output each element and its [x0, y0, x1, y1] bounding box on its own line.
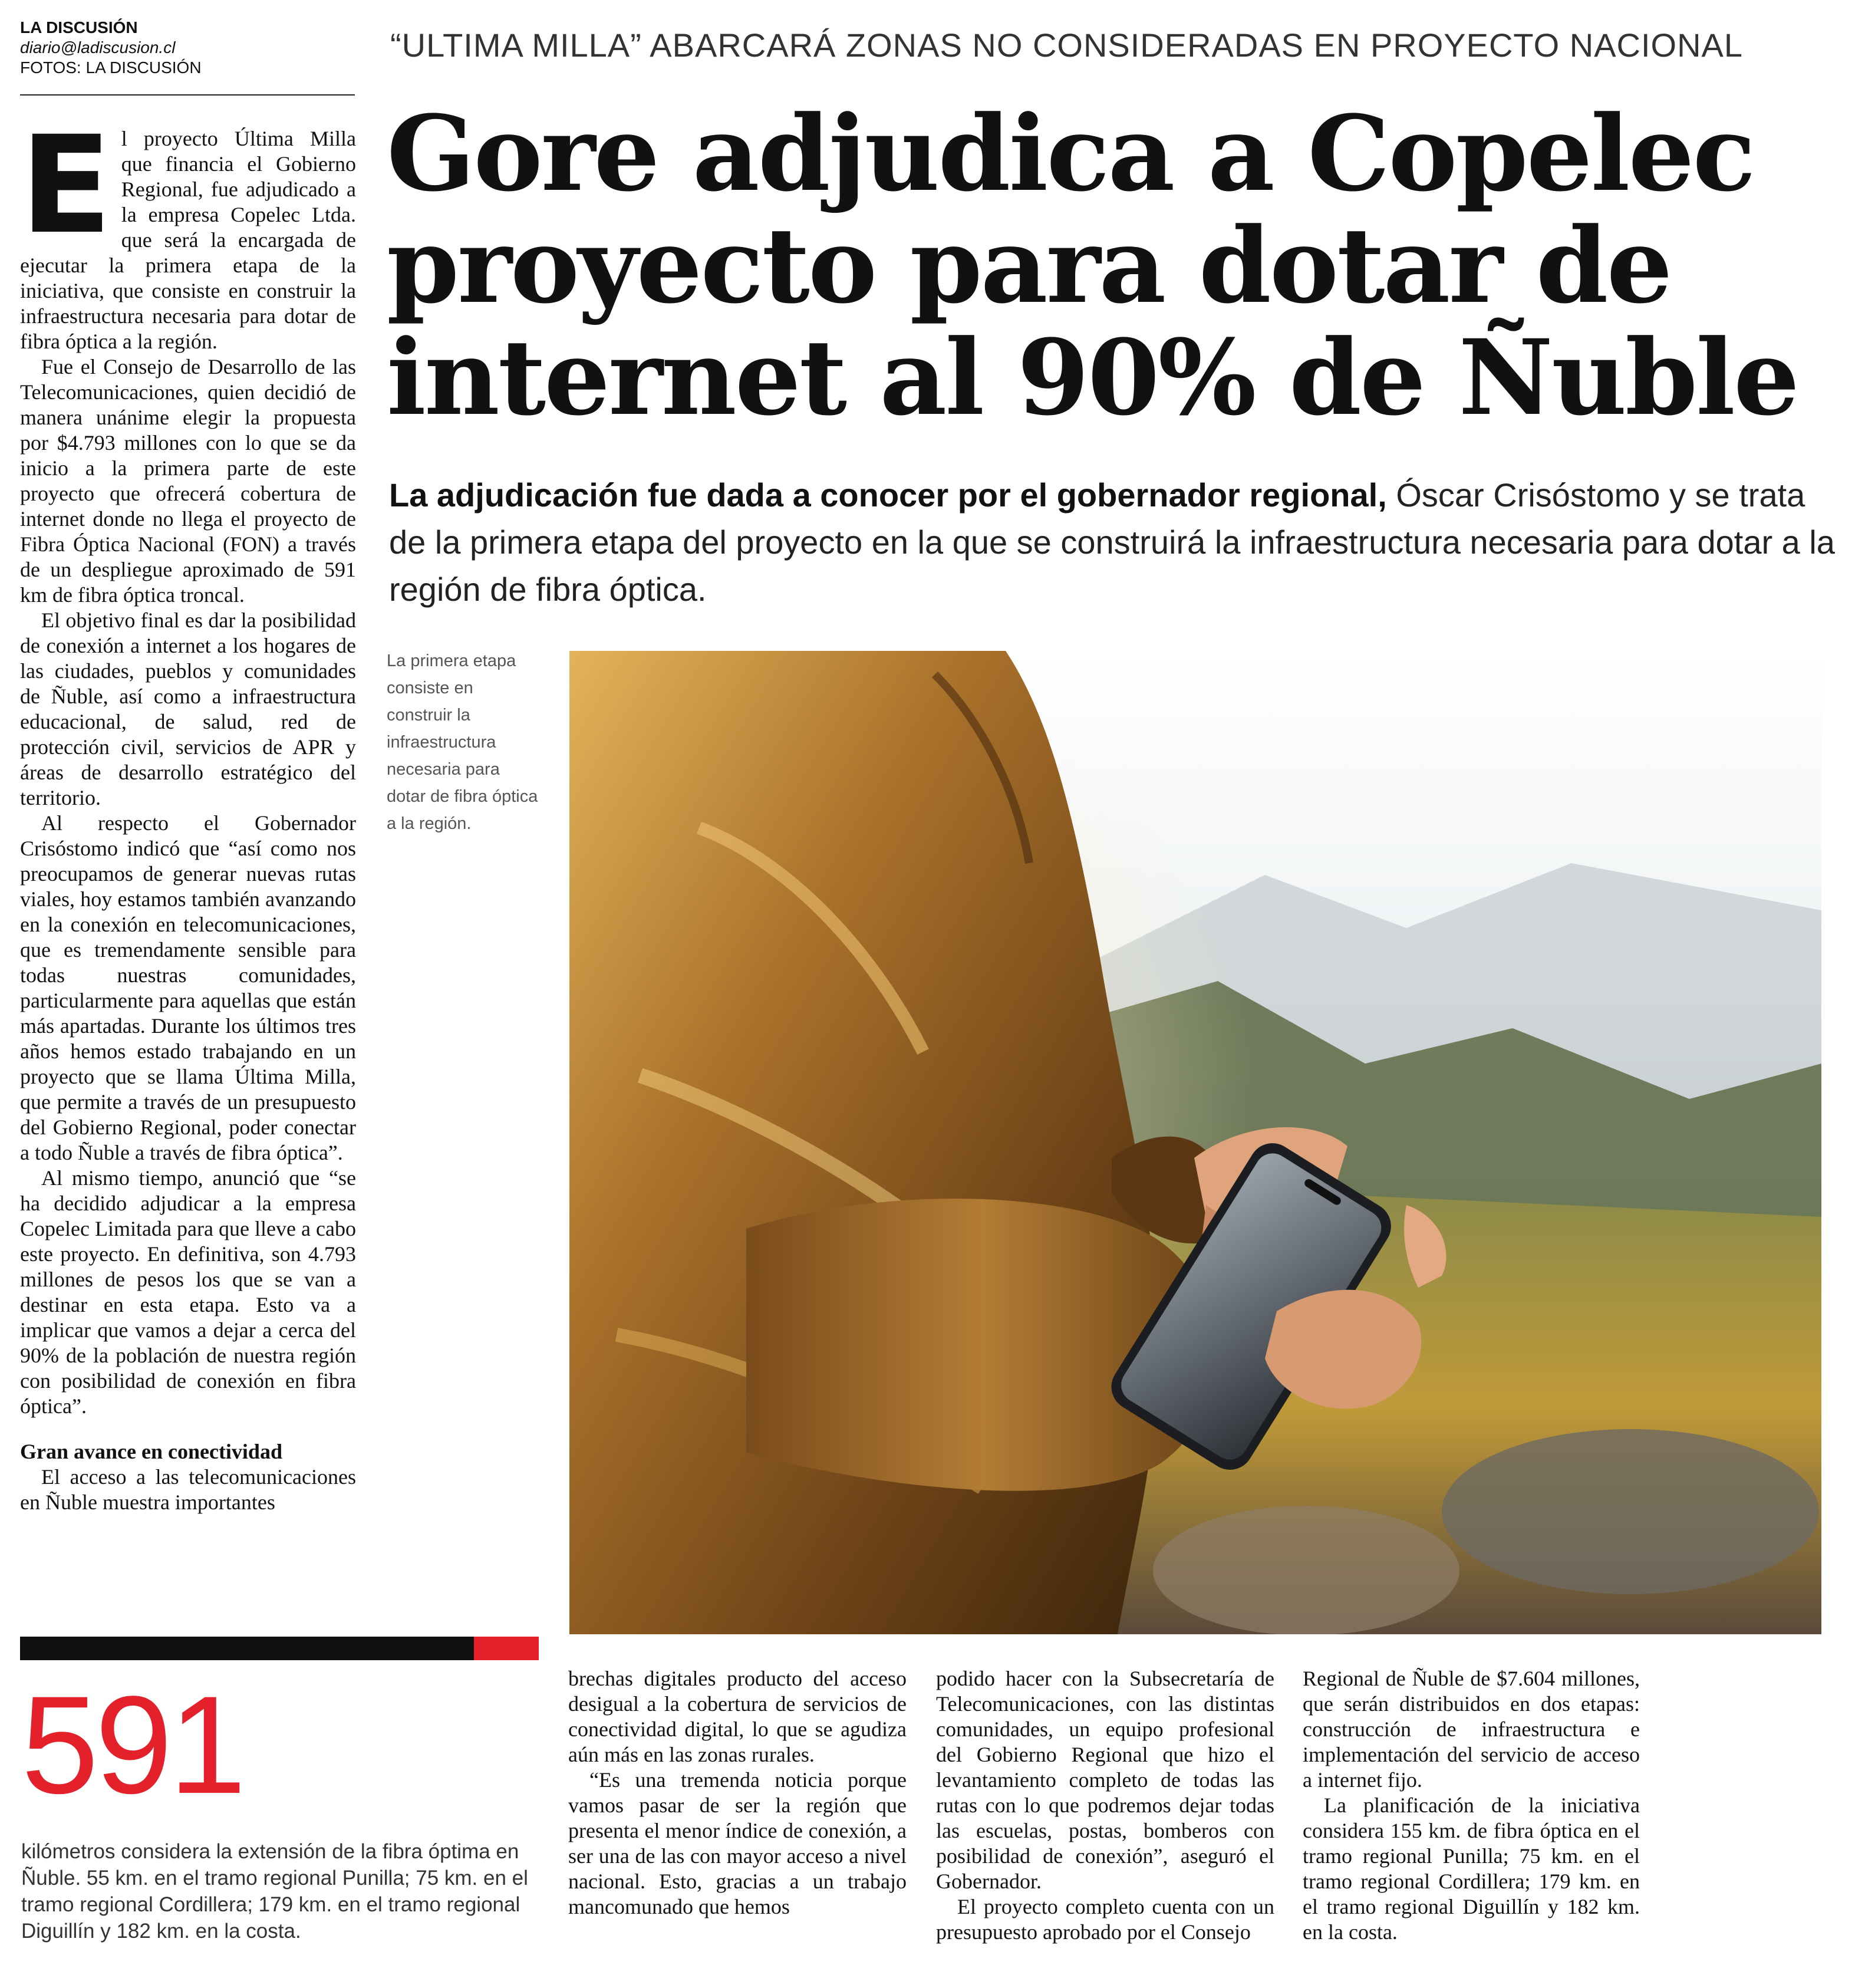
- body-column-3: [936, 1666, 1274, 1945]
- deck: [389, 472, 1845, 613]
- author-email: diario@ladiscusion.cl: [20, 38, 176, 57]
- body-column-1: [20, 107, 356, 1515]
- article-photo: [569, 651, 1821, 1634]
- photo-credit: FOTOS: LA DISCUSIÓN: [20, 58, 202, 77]
- body-column-4: [1303, 1666, 1640, 1945]
- paragraph: Fue el Consejo de Desarrollo de las Telecomunicaciones, quien decidió de manera unánime elegir la propuesta por $4.793 millones con lo que se da inicio a la primera parte de este proyecto que ofrecerá cobertura de internet donde no llega el proyecto de Fibra Óptica Nacional (FON) a través de un despliegue aproximado de 591 km de fibra óptica troncal.: [20, 355, 356, 607]
- stat-number: 591: [21, 1667, 243, 1823]
- paragraph: “Es una tremenda noticia porque vamos pasar de ser la región que presenta el menor índice de conexión, a ser una de las con mayor acceso a nivel nacional. Esto, gracias a un trabajo mancomunado que hemos: [568, 1768, 907, 1918]
- headline-line-1: Gore adjudica a Copelec: [387, 93, 1754, 215]
- drop-cap: E: [20, 107, 112, 264]
- stat-description: kilómetros considera la extensión de la fibra óptima en Ñuble. 55 km. en el tramo regional Punilla; 75 km. en el tramo regional Cordillera; 179 km. en el tramo regional Diguillín y 182 km. en la costa.: [21, 1840, 528, 1943]
- paragraph: podido hacer con la Subsecretaría de Telecomunicaciones, con las distintas comunidades, un equipo profesional del Gobierno Regional que hizo el levantamiento completo de todas las rutas con lo que podremos dejar todas las escuelas, postas, bomberos con posibilidad de conexión”, aseguró el Gobernador.: [936, 1667, 1274, 1893]
- paragraph: Al respecto el Gobernador Crisóstomo indicó que “así como nos preocupamos de generar nuevas rutas viales, hoy estamos también avanzando en la conexión en telecomunicaciones, que es tremendamente sensible para todas nuestras comunidades, particularmente para aquellas que están más apartadas. Durante los últimos tres años hemos estado trabajando en un proyecto que se llama Última Milla, que permite a través de un presupuesto del Gobierno Regional, poder conectar a todo Ñuble a través de fibra óptica”.: [20, 811, 356, 1164]
- paragraph: El acceso a las telecomunicaciones en Ñuble muestra importantes: [20, 1465, 356, 1514]
- subheading: Gran avance en conectividad: [20, 1440, 282, 1463]
- publication-name: LA DISCUSIÓN: [20, 18, 138, 37]
- paragraph: El objetivo final es dar la posibilidad de conexión a internet a los hogares de las ciudades, pueblos y comunidades de Ñuble, así como a infraestructura educacional, de salud, red de protección civil, servicios de APR y áreas de desarrollo estratégico del territorio.: [20, 608, 356, 809]
- paragraph: l proyecto Última Milla que financia el Gobierno Regional, fue adjudicado a la empresa Copelec Ltda. que será la encargada de ejecutar la primera etapa de la iniciativa, que consiste en construir la infraestructura necesaria para dotar de fibra óptica a la región.: [20, 127, 356, 353]
- stat-bar-red: [474, 1637, 539, 1660]
- photo-illustration: [569, 651, 1821, 1634]
- photo-caption: La primera etapa consiste en construir la infraestructura necesaria para dotar de fibra óptica a la región.: [387, 651, 538, 833]
- headline: [387, 93, 1860, 439]
- byline: [20, 18, 355, 78]
- paragraph: El proyecto completo cuenta con un presupuesto aprobado por el Consejo: [936, 1895, 1274, 1944]
- headline-line-2: proyecto para dotar de: [387, 205, 1671, 327]
- stat-bar-black: [20, 1637, 474, 1660]
- headline-line-3: internet al 90% de Ñuble: [387, 317, 1798, 439]
- deck-rest: Óscar Crisóstomo y se trata de la primera etapa del proyecto en la que se construirá la infraestructura necesaria para dotar a la región de fibra óptica.: [389, 476, 1835, 608]
- deck-bold: La adjudicación fue dada a conocer por el gobernador regional,: [389, 476, 1387, 514]
- kicker: “ULTIMA MILLA” ABARCARÁ ZONAS NO CONSIDERADAS EN PROYECTO NACIONAL: [390, 27, 1744, 64]
- paragraph: La planificación de la iniciativa considera 155 km. de fibra óptica en el tramo regional Punilla; 75 km. en el tramo regional Cordillera; 179 km. en el tramo regional Diguillín y 182 km. en la costa.: [1303, 1793, 1640, 1944]
- body-column-2: [568, 1666, 907, 1920]
- byline-divider: [20, 94, 355, 96]
- paragraph: Al mismo tiempo, anunció que “se ha decidido adjudicar a la empresa Copelec Limitada para que lleve a cabo este proyecto. En definitiva, son 4.793 millones de pesos los que se van a destinar en esta etapa. Esto va a implicar que vamos a dejar a cerca del 90% de la población de nuestra región con posibilidad de conexión en fibra óptica”.: [20, 1166, 356, 1418]
- paragraph: Regional de Ñuble de $7.604 millones, que serán distribuidos en dos etapas: construcción de infraestructura e implementación del servicio de acceso a internet fijo.: [1303, 1667, 1640, 1792]
- paragraph: brechas digitales producto del acceso desigual a la cobertura de servicios de conectividad digital, lo que se agudiza aún más en las zonas rurales.: [568, 1667, 907, 1766]
